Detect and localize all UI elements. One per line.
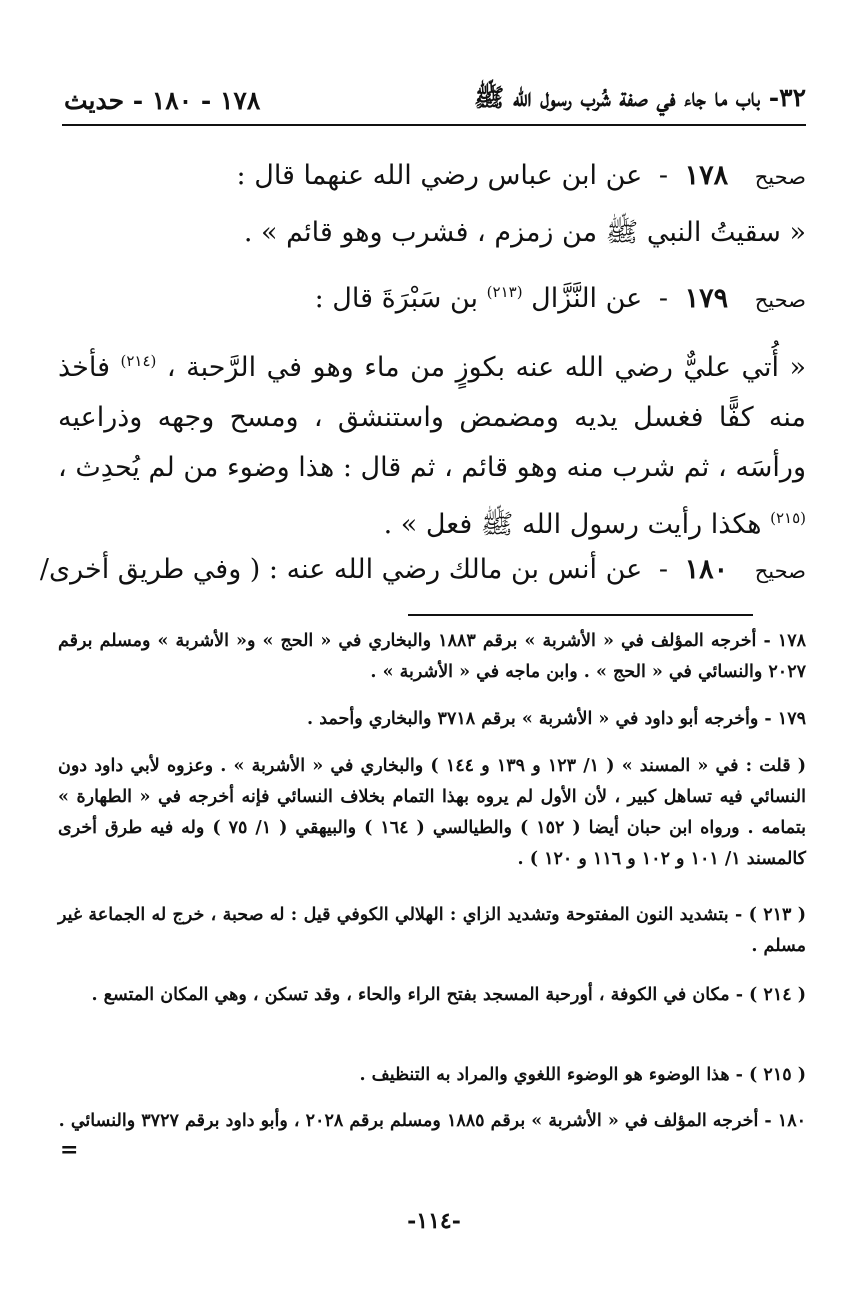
hadith-range: ١٧٨ - ١٨٠ - حديث [64, 85, 261, 115]
footnote-divider [408, 614, 753, 616]
footnote-179-comment: ( قلت : في « المسند » ( ١/ ١٢٣ و ١٣٩ و ١٤٤ ) والبخاري في « الأشربة » . وعزوه لأبي داود دون النسائي فيه تساهل كبير ، لأن الأول لم يروه بهذا التمام بخلاف النسائي فإنه أخرجه في « الطهارة » بتمامه . ورواه ابن حبان أيضا ( ١٥٢ ) والطيالسي ( ١٦٤ ) والبيهقي ( ١/ ٧٥ ) وله فيه طرق أخرى كالمسند ١/ ١٠١ و ١٠٢ و ١١٦ و ١٢٠ ) . [58, 756, 807, 869]
footnote-ref: (٢١٤) [120, 352, 157, 370]
hadith-text-part: هكذا رأيت رسول الله ﷺ فعل » . [383, 509, 762, 540]
hadith-intro: عن ابن عباس رضي الله عنهما قال : [236, 160, 643, 191]
page-number: -١١٤- [407, 1208, 461, 1234]
grade-label: صحيح [754, 165, 806, 189]
continuation-mark: = [60, 1137, 79, 1163]
hadith-179-heading [58, 281, 806, 316]
footnote-ref: (٢١٣) [486, 283, 523, 301]
hadith-number: ١٨٠ [684, 554, 729, 585]
chapter-title: ٣٢- باب ما جاء في صفة شُرب رسول الله ﷺ [473, 82, 806, 112]
dash: - [658, 160, 669, 191]
footnote-180: ١٨٠ - أخرجه المؤلف في « الأشربة » برقم ١٨٨٥ ومسلم برقم ٢٠٢٨ ، وأبو داود برقم ٣٧٢٧ والنسائي . [58, 1111, 806, 1131]
footnote-179: ١٧٩ - وأخرجه أبو داود في « الأشربة » برقم ٣٧١٨ والبخاري وأحمد . [307, 709, 806, 729]
hadith-178-text [58, 215, 806, 250]
hadith-179-text [58, 336, 806, 550]
footnote-213: ( ٢١٣ ) - بتشديد النون المفتوحة وتشديد الزاي : الهلالي الكوفي قيل : له صحبة ، خرج له الجماعة غير مسلم . [58, 905, 806, 956]
hadith-intro: عن أنس بن مالك رضي الله عنه : ( وفي طريق أخرى/ [39, 554, 643, 585]
hadith-178-heading [58, 158, 806, 193]
hadith-number: ١٧٨ [684, 160, 729, 191]
header-divider [62, 124, 806, 126]
footnote-ref: (٢١٥) [770, 509, 806, 527]
dash: - [658, 283, 669, 314]
hadith-text-part: فأخذ منه كفًّا فغسل يديه ومضمض واستنشق ، ومسح وجهه وذراعيه ورأسَه ، ثم شرب منه وهو قائم ، ثم قال : هذا وضوء من لم يُحدِث ، [58, 352, 806, 483]
grade-label: صحيح [754, 288, 806, 312]
hadith-text: « سقيتُ النبي ﷺ من زمزم ، فشرب وهو قائم » . [243, 217, 806, 248]
hadith-number: ١٧٩ [684, 283, 729, 314]
footnote-214: ( ٢١٤ ) - مكان في الكوفة ، أورحبة المسجد بفتح الراء والحاء ، وقد تسكن ، وهي المكان المتسع . [91, 985, 806, 1005]
running-header [64, 80, 806, 120]
narrator-name: عن النَّزَّال [531, 283, 643, 314]
footnote-178: ١٧٨ - أخرجه المؤلف في « الأشربة » برقم ١٨٨٣ والبخاري في « الحج » و« الأشربة » ومسلم برقم ٢٠٢٧ والنسائي في « الحج » . وابن ماجه في « الأشربة » . [58, 631, 806, 682]
grade-label: صحيح [754, 559, 806, 583]
hadith-intro: بن سَبْرَةَ قال : [314, 283, 479, 314]
dash: - [658, 554, 669, 585]
hadith-180-heading [39, 552, 806, 587]
hadith-text-part: « أُتي عليٌّ رضي الله عنه بكوزٍ من ماء وهو في الرَّحبة ، [166, 352, 807, 383]
footnote-215: ( ٢١٥ ) - هذا الوضوء هو الوضوء اللغوي والمراد به التنظيف . [359, 1065, 806, 1085]
